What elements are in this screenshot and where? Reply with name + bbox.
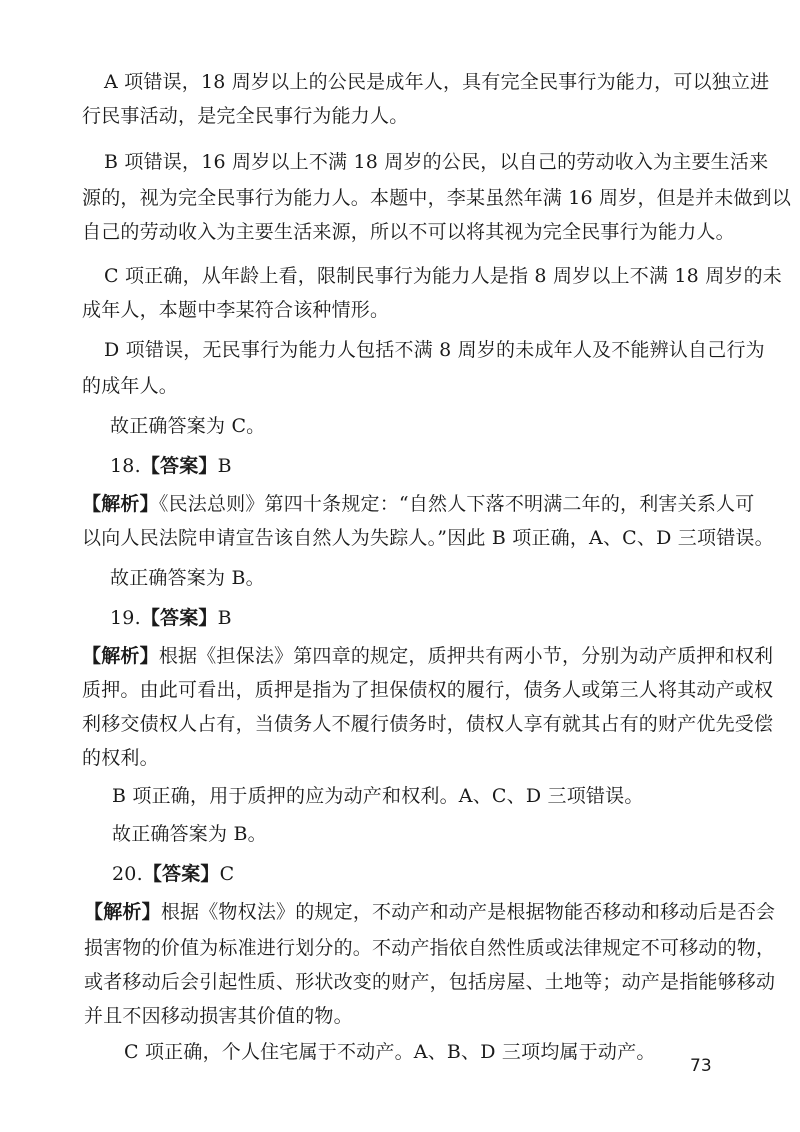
question-19-answer-heading — [110, 604, 232, 632]
answer-value: B — [217, 607, 232, 629]
analysis-text: 根据《物权法》的规定，不动产和动产是根据物能否移动和移动后是否会 — [160, 901, 776, 923]
option-b-explanation-line: B 项正确，用于质押的应为动产和权利。A、C、D 三项错误。 — [112, 785, 644, 807]
option-b-explanation-line: B 项错误，16 周岁以上不满 18 周岁的公民，以自己的劳动收入为主要生活来 — [104, 151, 769, 173]
question-number: 19. — [110, 607, 141, 629]
answer-label: 【答案】 — [140, 607, 218, 629]
answer-label: 【答案】 — [140, 455, 218, 477]
analysis-line — [82, 490, 754, 518]
analysis-label: 【解析】 — [84, 901, 161, 923]
option-b-explanation-line: 源的，视为完全民事行为能力人。本题中，李某虽然年满 16 周岁，但是并未做到以 — [82, 187, 792, 209]
analysis-label: 【解析】 — [82, 493, 159, 515]
analysis-line: 的权利。 — [82, 747, 159, 769]
option-d-explanation-line: 的成年人。 — [82, 375, 179, 397]
option-d-explanation-line: D 项错误，无民事行为能力人包括不满 8 周岁的未成年人及不能辨认自己行为 — [104, 339, 765, 361]
analysis-line — [84, 898, 775, 926]
analysis-line: 以向人民法院申请宣告该自然人为失踪人。”因此 B 项正确，A、C、D 三项错误。 — [82, 527, 774, 549]
answer-label: 【答案】 — [142, 863, 220, 885]
analysis-line: 质押。由此可看出，质押是指为了担保债权的履行，债务人或第三人将其动产或权 — [82, 679, 774, 701]
question-number: 20. — [112, 863, 143, 885]
analysis-text: 根据《担保法》第四章的规定，质押共有两小节，分别为动产质押和权利 — [158, 645, 774, 667]
question-20-answer-heading — [112, 860, 234, 888]
analysis-line: 或者移动后会引起性质、形状改变的财产，包括房屋、土地等；动产是指能够移动 — [84, 971, 776, 993]
option-a-explanation-line: 行民事活动，是完全民事行为能力人。 — [82, 105, 409, 127]
analysis-line: 利移交债权人占有，当债务人不履行债务时，债权人享有就其占有的财产优先受偿 — [82, 713, 774, 735]
analysis-label: 【解析】 — [82, 645, 159, 667]
analysis-line: 并且不因移动损害其价值的物。 — [84, 1005, 353, 1027]
analysis-text: 《民法总则》第四十条规定：“自然人下落不明满二年的，利害关系人可 — [158, 493, 755, 515]
conclusion-text: 故正确答案为 B。 — [110, 567, 265, 589]
conclusion-text: 故正确答案为 C。 — [110, 415, 266, 437]
answer-value: C — [219, 863, 235, 885]
page-number: 73 — [690, 1056, 712, 1076]
option-c-explanation-line: C 项正确，从年龄上看，限制民事行为能力人是指 8 周岁以上不满 18 周岁的未 — [104, 265, 783, 287]
option-c-explanation-line: 成年人，本题中李某符合该种情形。 — [82, 299, 390, 321]
option-c-explanation-line: C 项正确，个人住宅属于不动产。A、B、D 三项均属于动产。 — [124, 1041, 656, 1063]
analysis-line: 损害物的价值为标准进行划分的。不动产指依自然性质或法律规定不可移动的物， — [84, 937, 776, 959]
analysis-line — [82, 642, 773, 670]
option-a-explanation-line: A 项错误，18 周岁以上的公民是成年人，具有完全民事行为能力，可以独立进 — [104, 71, 770, 93]
option-b-explanation-line: 自己的劳动收入为主要生活来源，所以不可以将其视为完全民事行为能力人。 — [82, 221, 735, 243]
question-number: 18. — [110, 455, 141, 477]
question-18-answer-heading — [110, 452, 232, 480]
answer-value: B — [217, 455, 232, 477]
conclusion-text: 故正确答案为 B。 — [112, 823, 267, 845]
